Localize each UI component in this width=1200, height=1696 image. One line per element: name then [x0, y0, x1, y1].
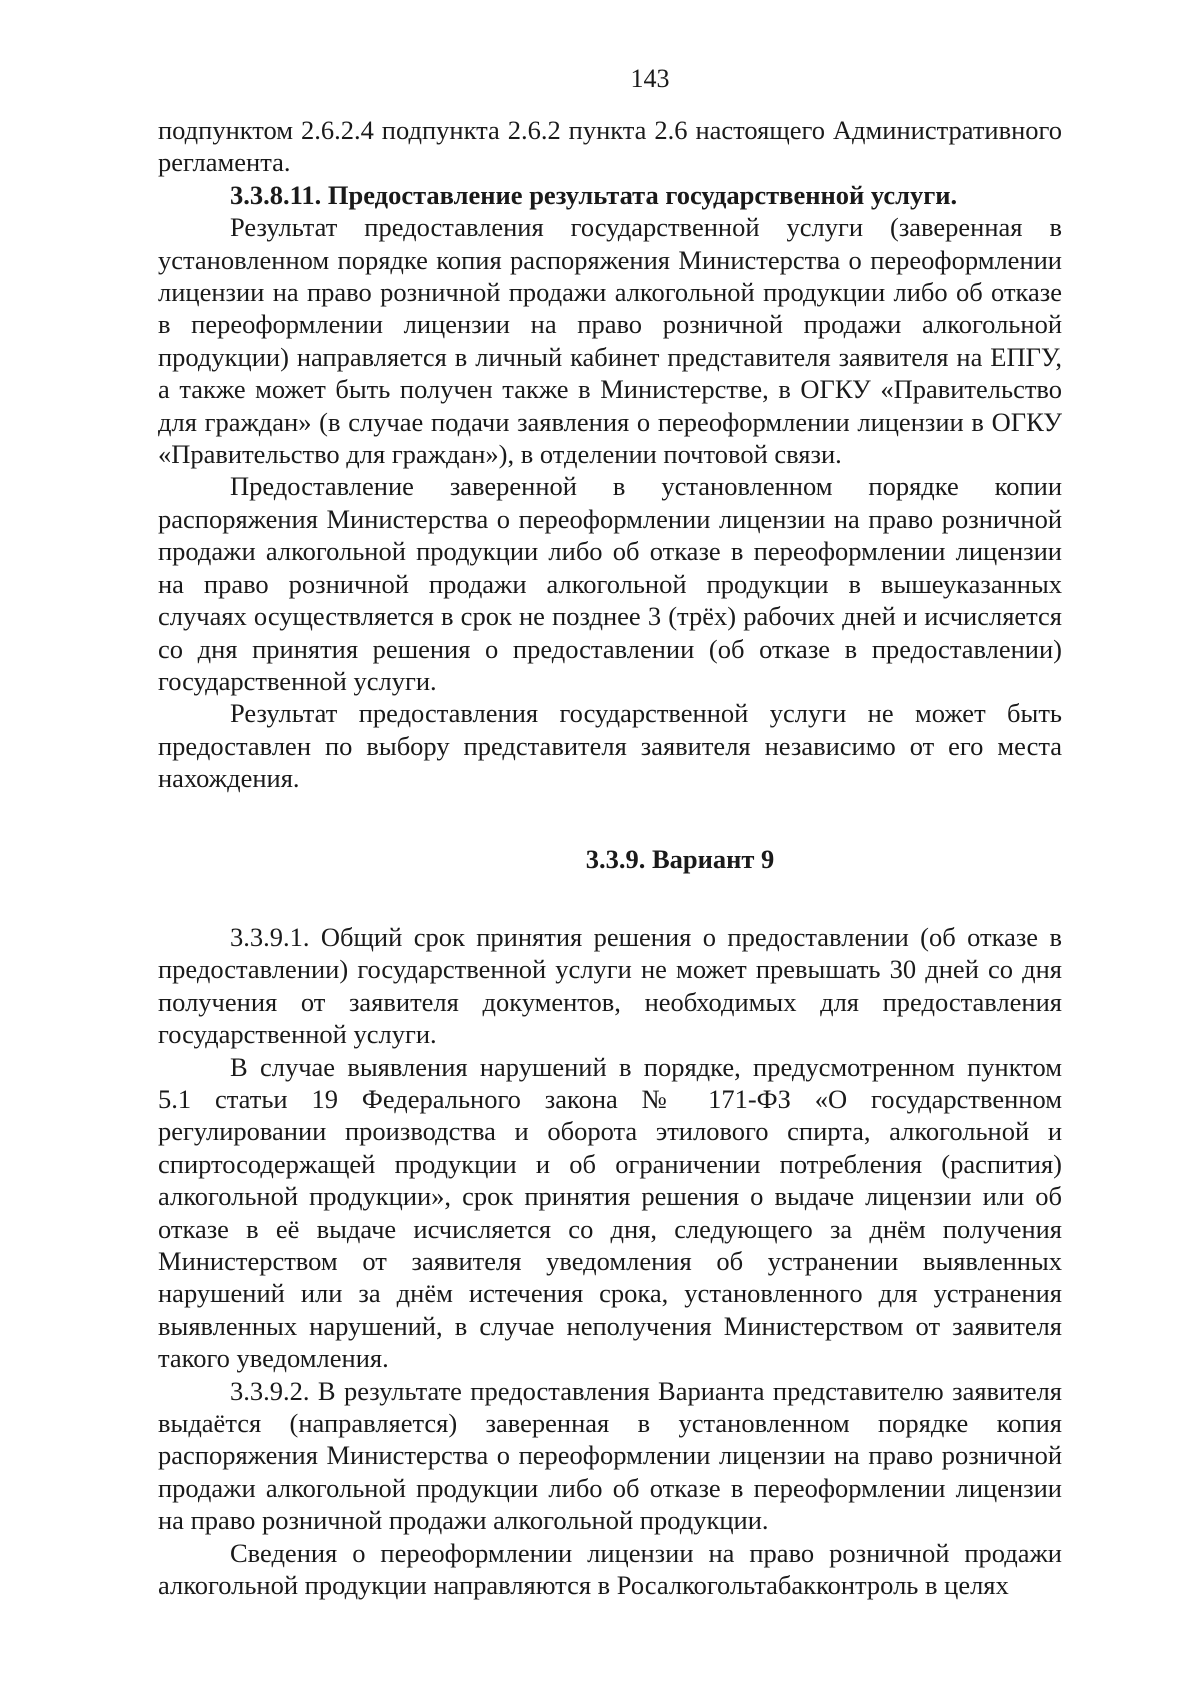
paragraph-rosalkogol: Сведения о переоформлении лицензии на право розничной продажи алкогольной продукции направляются в Росалкогольтабакконтроль в целях: [158, 1537, 1062, 1601]
paragraph-certified-copy: Предоставление заверенной в установленном порядке копии распоряжения Министерства о переоформлении лицензии на право розничной продажи алкогольной продукции либо об отказе в переоформлении лицензии на право розничной продажи алкогольной продукции в вышеуказанных случаях осуществляется в срок не позднее 3 (трёх) рабочих дней и исчисляется со дня принятия решения о предоставлении (об отказе в предоставлении) государственной услуги.: [158, 471, 1062, 696]
paragraph-result-delivery: Результат предоставления государственной услуги (заверенная в установленном порядке копия распоряжения Министерства о переоформлении лицензии на право розничной продажи алкогольной продукции либо об отказе в переоформлении лицензии на право розничной продажи алкогольной продукции) направляется в личный кабинет представителя заявителя на ЕПГУ, а также может быть получен также в Министерстве, в ОГКУ «Правительство для граждан» (в случае подачи заявления о переоформлении лицензии в ОГКУ «Правительство для граждан»), в отделении почтовой связи.: [158, 212, 1062, 470]
paragraph-continuation: подпунктом 2.6.2.4 подпункта 2.6.2 пункта 2.6 настоящего Административного регламента.: [158, 115, 1062, 178]
page-number: 143: [630, 64, 670, 93]
paragraph-variant-result: 3.3.9.2. В результате предоставления Варианта представителю заявителя выдаётся (направляется) заверенная в установленном порядке копия распоряжения Министерства о переоформлении лицензии на право розничной продажи алкогольной продукции либо об отказе в переоформлении лицензии на право розничной продажи алкогольной продукции.: [158, 1375, 1062, 1536]
paragraph-violations: В случае выявления нарушений в порядке, предусмотренном пунктом 5.1 статьи 19 Федерального закона № 171-ФЗ «О государственном регулировании производства и оборота этилового спирта, алкогольной и спиртосодержащей продукции и об ограничении потребления (распития) алкогольной продукции», срок принятия решения о выдаче лицензии или об отказе в её выдаче исчисляется со дня, следующего за днём получения Министерством от заявителя уведомления об устранении выявленных нарушений или за днём истечения срока, установленного для устранения выявленных нарушений, в случае неполучения Министерством от заявителя такого уведомления.: [158, 1051, 1062, 1374]
spacer: [158, 875, 1062, 921]
document-body: [158, 114, 1062, 1601]
section-heading: 3.3.9. Вариант 9: [585, 843, 775, 874]
paragraph-result-location: Результат предоставления государственной услуги не может быть предоставлен по выбору представителя заявителя независимо от его места нахождения.: [158, 698, 1062, 794]
spacer: [158, 795, 1062, 843]
subsection-heading: 3.3.8.11. Предоставление результата государственной услуги.: [230, 179, 958, 210]
paragraph-total-term: 3.3.9.1. Общий срок принятия решения о предоставлении (об отказе в предоставлении) государственной услуги не может превышать 30 дней со дня получения от заявителя документов, необходимых для предоставления государственной услуги.: [158, 921, 1062, 1050]
